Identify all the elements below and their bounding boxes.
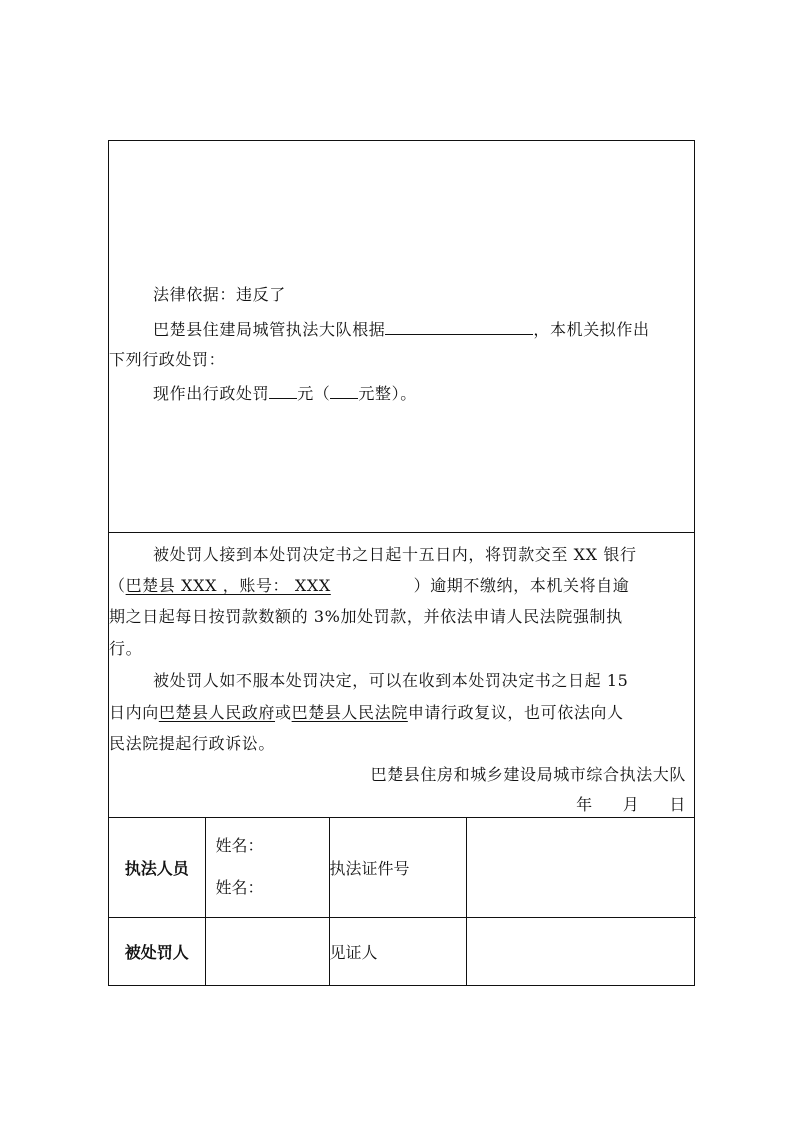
fine-suffix: 元整）。 <box>358 384 417 403</box>
officers-label: 执法人员 <box>109 818 205 917</box>
payment-line-4 <box>109 639 142 659</box>
penalized-label: 被处罚人 <box>109 917 205 985</box>
fine-amount-words-field[interactable] <box>330 382 358 399</box>
officer-name-label-1: 姓名： <box>215 836 264 856</box>
payment-line-1 <box>153 545 637 565</box>
penalized-signature-field[interactable] <box>205 917 329 985</box>
decision-form <box>108 140 695 986</box>
date-year-label: 年 <box>576 795 593 814</box>
fine-line <box>153 382 417 404</box>
penalized-row <box>109 917 696 985</box>
witness-label: 见证人 <box>329 917 466 985</box>
officers-row <box>109 818 696 917</box>
appeal-or: 或 <box>275 703 292 722</box>
cert-number-field[interactable] <box>466 818 696 917</box>
appeal-government: 巴楚县人民政府 <box>158 703 276 722</box>
fine-prefix: 现作出行政处罚 <box>153 384 270 403</box>
payment-paren-open: （ <box>109 576 126 595</box>
basis-blank-field[interactable] <box>385 318 533 335</box>
legal-basis-label: 法律依据：违反了 <box>153 285 286 304</box>
officer-name-label-2: 姓名： <box>215 878 264 898</box>
issuing-authority-text: 巴楚县住房和城乡建设局城市综合执法大队 <box>370 765 686 784</box>
appeal-line-1 <box>153 671 628 691</box>
basis-prefix: 巴楚县住建局城管执法大队根据 <box>153 320 386 339</box>
witness-signature-field[interactable] <box>466 917 696 985</box>
fine-amount-field[interactable] <box>269 382 297 399</box>
appeal-line-3-text: 民法院提起行政诉讼。 <box>109 734 276 753</box>
payment-line-4-text: 行。 <box>109 639 143 658</box>
issuing-authority <box>371 765 686 785</box>
appeal-line-2 <box>109 703 624 723</box>
appeal-line-2-start: 日内向 <box>109 703 159 722</box>
payment-line-2-text: ）逾期不缴纳，本机关将自逾 <box>413 576 630 595</box>
decision-section <box>109 141 694 533</box>
appeal-line-2-end: 申请行政复议，也可依法向人 <box>407 703 624 722</box>
date-day-label: 日 <box>669 795 686 814</box>
bank-account-field: 巴楚县 XXX ，账号： XXX <box>125 576 331 595</box>
payment-line-1-text: 被处罚人接到本处罚决定书之日起十五日内，将罚款交至 XX 银行 <box>153 545 637 564</box>
basis-line <box>153 318 650 340</box>
issue-date <box>576 795 686 815</box>
payment-line-2 <box>109 576 629 596</box>
appeal-line-3 <box>109 734 275 754</box>
basis-suffix: ，本机关拟作出 <box>533 320 650 339</box>
fine-mid: 元（ <box>297 384 331 403</box>
basis-line-2 <box>109 350 225 370</box>
cert-number-label: 执法证件号 <box>329 818 466 917</box>
payment-line-3 <box>109 607 623 627</box>
basis-line-2-text: 下列行政处罚： <box>109 350 226 369</box>
date-month-label: 月 <box>622 795 640 814</box>
payment-line-3-text: 期之日起每日按罚款数额的 3%加处罚款，并依法申请人民法院强制执 <box>109 607 623 626</box>
signature-table <box>109 818 696 985</box>
appeal-court: 巴楚县人民法院 <box>291 703 408 722</box>
appeal-line-1-text: 被处罚人如不服本处罚决定，可以在收到本处罚决定书之日起 15 <box>153 671 629 690</box>
payment-section <box>109 533 694 818</box>
legal-basis-line <box>153 285 286 305</box>
officer-names-cell[interactable] <box>205 818 329 917</box>
